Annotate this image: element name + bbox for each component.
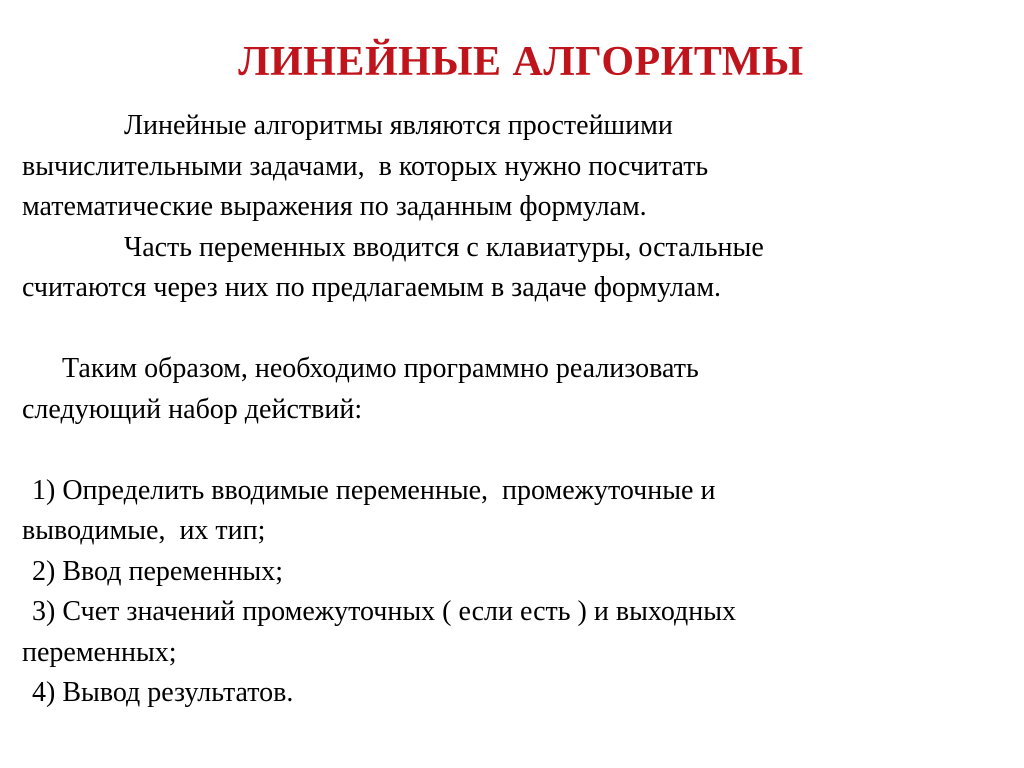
slide-title: ЛИНЕЙНЫЕ АЛГОРИТМЫ xyxy=(238,39,804,85)
step1-line1: 1) Определить вводимые переменные, промежуточные и xyxy=(32,474,716,506)
blank-line xyxy=(22,430,1002,471)
step2: 2) Ввод переменных; xyxy=(32,555,284,587)
paragraph1-line1: Линейные алгоритмы являются простейшими xyxy=(124,110,673,141)
step4: 4) Вывод результатов. xyxy=(32,677,294,708)
paragraph1-line3: математические выражения по заданным формулам. xyxy=(22,191,647,222)
paragraph2-line1: Часть переменных вводится с клавиатуры, остальные xyxy=(124,231,764,263)
slide-body xyxy=(22,106,1002,714)
step3-line1: 3) Счет значений промежуточных ( если есть ) и выходных xyxy=(32,596,737,627)
paragraph3-line2: следующий набор действий: xyxy=(22,393,363,425)
paragraph3-line1: Таким образом, необходимо программно реализовать xyxy=(62,353,699,384)
step3-line2: переменных; xyxy=(22,636,177,668)
step1-line2: выводимые, их тип; xyxy=(22,515,266,546)
paragraph1-line2: вычислительными задачами, в которых нужно посчитать xyxy=(22,150,709,182)
paragraph2-line2: считаются через них по предлагаемым в задаче формулам. xyxy=(22,272,722,303)
blank-line xyxy=(22,309,1002,350)
